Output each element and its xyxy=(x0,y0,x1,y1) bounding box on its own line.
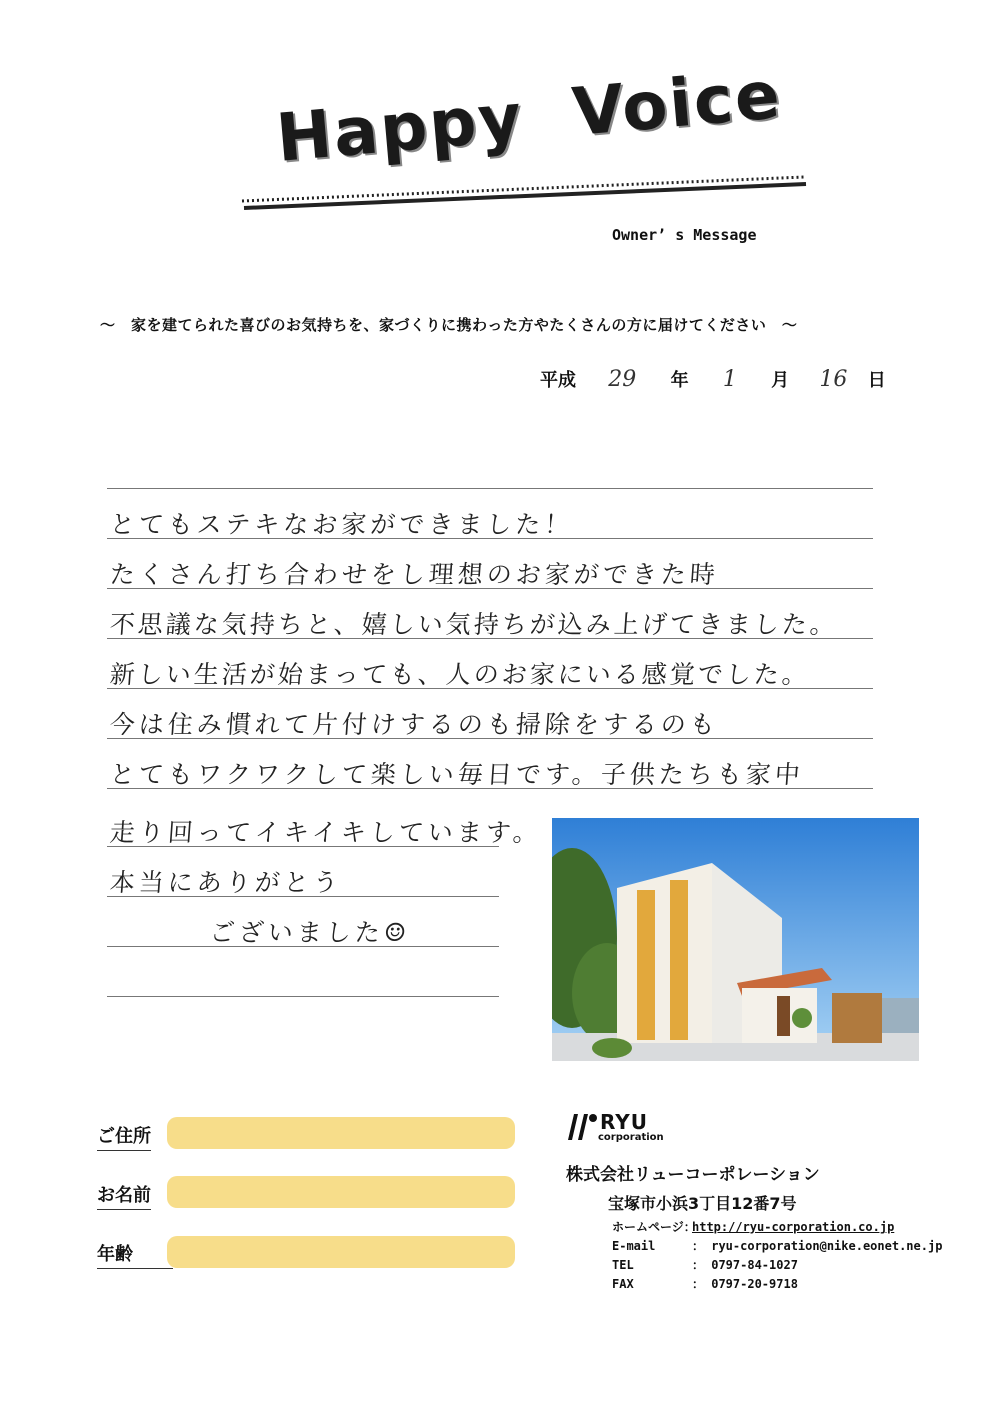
message-line: 走り回ってイキイキしています。 xyxy=(108,818,543,847)
message-line: ございました☺ xyxy=(208,918,412,947)
logo-text: RYU xyxy=(600,1110,649,1134)
message-line: とてもワクワクして楽しい毎日です。子供たちも家中 xyxy=(108,760,805,789)
date-year: 29 xyxy=(608,367,637,392)
address-label: ご住所 xyxy=(97,1122,151,1151)
date xyxy=(540,366,886,392)
date-month: 1 xyxy=(722,367,737,392)
company-logo xyxy=(566,1110,676,1148)
logo-mark-icon xyxy=(566,1112,600,1142)
fax-value: ： 0797-20-9718 xyxy=(692,1277,798,1291)
email-value[interactable]: ： ryu-corporation@nike.eonet.ne.jp xyxy=(692,1239,943,1253)
ruled-line xyxy=(107,488,873,489)
page-title: Happy Voice xyxy=(273,56,785,178)
email-label: E-mail xyxy=(612,1239,656,1253)
email-row xyxy=(612,1237,942,1256)
message-line: 不思議な気持ちと、嬉しい気持ちが込み上げてきました。 xyxy=(108,610,839,639)
homepage-row xyxy=(612,1218,942,1237)
company-name: 株式会社リューコーポレーション xyxy=(566,1165,820,1185)
age-field[interactable] xyxy=(167,1236,515,1268)
date-month-unit: 月 xyxy=(771,370,790,391)
fax-label: FAX xyxy=(612,1277,634,1291)
message-line: 新しい生活が始まっても、人のお家にいる感覚でした。 xyxy=(108,660,811,689)
owner-message-label: Owner’ s Message xyxy=(612,226,757,244)
age-label: 年齢 xyxy=(97,1240,173,1269)
message-line: 今は住み慣れて片付けするのも掃除をするのも xyxy=(108,710,720,739)
homepage-label: ホームページ： xyxy=(612,1220,696,1234)
message-line: たくさん打ち合わせをし理想のお家ができた時 xyxy=(108,560,720,589)
message-line: 本当にありがとう xyxy=(108,868,343,897)
house-photo xyxy=(552,818,919,1061)
date-day-unit: 日 xyxy=(867,370,886,391)
subtitle: ～ 家を建てられた喜びのお気持ちを、家づくりに携わった方やたくさんの方に届けてください ～ xyxy=(100,316,798,334)
message-line: とてもステキなお家ができました！ xyxy=(108,510,575,539)
title-underline xyxy=(240,170,820,210)
homepage-link[interactable]: http://ryu-corporation.co.jp xyxy=(692,1220,895,1234)
company-address: 宝塚市小浜3丁目12番7号 xyxy=(608,1194,797,1213)
title-block xyxy=(240,56,820,230)
date-day: 16 xyxy=(819,367,848,392)
fax-row xyxy=(612,1275,942,1294)
name-field[interactable] xyxy=(167,1176,515,1208)
tel-label: TEL xyxy=(612,1258,634,1272)
ruled-line xyxy=(107,996,499,997)
address-field[interactable] xyxy=(167,1117,515,1149)
name-label: お名前 xyxy=(97,1181,151,1210)
tel-value: ： 0797-84-1027 xyxy=(692,1258,798,1272)
tel-row xyxy=(612,1256,942,1275)
date-era: 平成 xyxy=(540,370,576,391)
logo-subtext: corporation xyxy=(598,1132,664,1143)
date-year-unit: 年 xyxy=(670,370,689,391)
contact-info xyxy=(612,1218,942,1294)
